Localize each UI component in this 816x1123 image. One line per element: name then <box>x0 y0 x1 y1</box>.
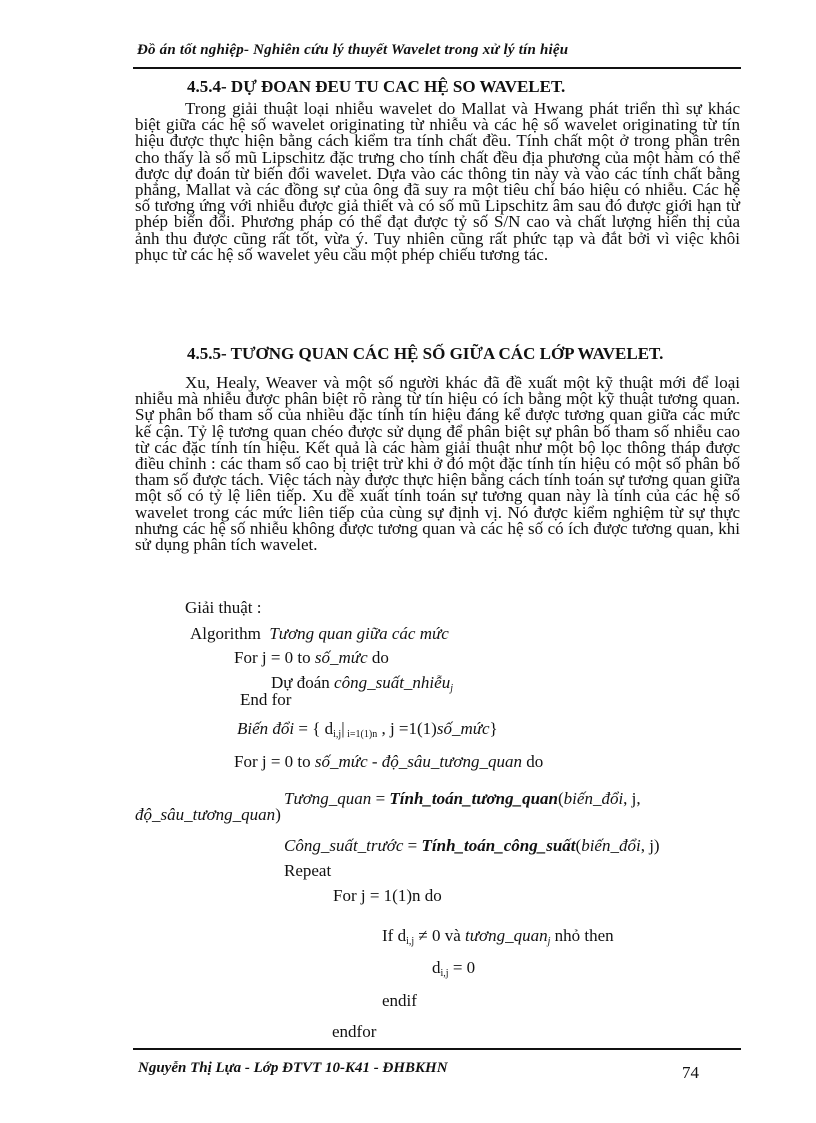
keyword: Algorithm <box>190 624 261 643</box>
text: For j = 0 to <box>234 752 315 771</box>
text: do <box>367 648 389 667</box>
subscript: i=1(1)n <box>344 729 378 740</box>
endfor-line: endfor <box>332 1022 377 1041</box>
algorithm-name: Tương quan giữa các mức <box>269 624 449 643</box>
previous-power-line <box>284 836 660 856</box>
subscript: i,j <box>406 936 415 947</box>
text: do <box>521 752 544 771</box>
transform-line <box>237 719 498 740</box>
text: If d <box>382 926 407 945</box>
var: số_mức <box>314 648 368 667</box>
text: = 0 <box>448 958 476 977</box>
text: ≠ 0 và <box>414 926 466 945</box>
text: = <box>371 789 390 808</box>
text: = { d <box>294 719 334 738</box>
paragraph: Trong giải thuật loại nhiễu wavelet do Mallat và Hwang phát triển thì sự khác biệt giữa các hệ số wavelet originating từ nhiễu và các hệ số wavelet originating từ tín hiệu được thực hiện bằng cách kiểm tra tính chất đều. Tính chất một ở trong phần trên cho thấy là số mũ Lipschitz đặc trưng cho tính chất đều địa phương của một hàm có thể được dự đoán từ biến đổi wavelet. Dựa vào các thông tin này và vào các tính chất bằng phẳng, Mallat và các đồng sự của ông đã suy ra một tiêu chí báo hiệu có nhiễu. Các hệ số tương ứng với nhiễu được giả thiết và có số mũ Lipschitz âm sau đó được giới hạn từ phép biến đổi. Phương pháp có thể đạt được tỷ số S/N cao và chất lượng hiển thị của ảnh thu được cũng rất tốt, vừa ý. Tuy nhiên cũng rất phức tạp và đắt bởi vì việc khôi phục từ các hệ số wavelet yêu cầu một phép chiếu tương tác. <box>135 99 740 264</box>
section-heading-4-5-4: 4.5.4- DỰ ĐOAN ĐEU TU CAC HỆ SO WAVELET. <box>187 77 566 96</box>
text: ( <box>558 789 564 808</box>
section-heading-4-5-5: 4.5.5- TƯƠNG QUAN CÁC HỆ SỐ GIỮA CÁC LỚP WAVELET. <box>187 344 664 363</box>
text: ( <box>575 836 582 855</box>
for-loop-line-3: For j = 1(1)n do <box>333 886 442 905</box>
text: , j =1(1) <box>377 719 437 738</box>
paragraph: Xu, Healy, Weaver và một số người khác đã đề xuất một kỹ thuật mới để loại nhiễu mà nhiễu được phân biệt rõ ràng từ tín hiệu có ích bằng một kỹ thuật tương quan. Sự phân bố tham số của nhiều đặc tính tín hiệu đáng kể được tương quan giữa các mức kế cận. Tỷ lệ tương quan chéo được sử dụng để phân biệt sự phân bố tham số nhiễu cao từ các đặc tính tín hiệu. Kết quả là các hàm giải thuật như một bộ lọc thông tháp được điều chỉnh : các tham số cao bị triệt trừ khi ở đó một đặc tính tín hiệu có một số phân bố tham số được tách. Việc tách này được thực hiện bằng cách tính toán sự tương quan giữa một số có tỷ lệ liên tiếp. Xu đề xuất tính toán sự tương quan này là tính của các hệ số wavelet trong các mức liên tiếp của cùng sự định vị. Nó được kiểm nghiệm từ sự thực nhưng các hệ số nhiễu không được tương quan và các hệ số có ích được tương quan, khi sử dụng phân tích wavelet. <box>135 373 740 555</box>
section-body-4-5-5 <box>135 375 740 553</box>
subscript: i,j <box>333 729 342 740</box>
var: công_suất_nhiễu <box>334 673 451 692</box>
endif-line: endif <box>382 991 417 1010</box>
text: = <box>403 836 422 855</box>
for-loop-line-2 <box>234 752 543 772</box>
repeat-line: Repeat <box>284 861 332 880</box>
text: | <box>341 719 345 738</box>
var: biến_đổi <box>563 789 624 808</box>
for-loop-line-1 <box>234 648 389 668</box>
footer-author: Nguyễn Thị Lựa - Lớp ĐTVT 10-K41 - ĐHBKHN <box>138 1060 448 1076</box>
text: } <box>489 719 498 738</box>
subscript: i,j <box>440 968 449 979</box>
page-header-title: Đồ án tốt nghiệp- Nghiên cứu lý thuyết Wavelet trong xử lý tín hiệu <box>137 42 569 58</box>
var: tương_quan <box>465 926 548 945</box>
function: Tính_toán_công_suất <box>421 836 576 855</box>
text: ) <box>275 805 281 824</box>
correlation-line <box>284 789 641 809</box>
var: Tương_quan <box>284 789 372 808</box>
predict-line <box>271 673 453 694</box>
function: Tính_toán_tương_quan <box>389 789 558 808</box>
header-divider <box>133 67 741 69</box>
text: , j) <box>640 836 660 855</box>
if-line <box>382 926 614 947</box>
page-number: 74 <box>682 1063 699 1082</box>
section-body-4-5-4 <box>135 101 740 263</box>
text: For j = 0 to <box>234 648 315 667</box>
subscript: j <box>450 683 453 694</box>
subscript: j <box>547 936 551 947</box>
var: số_mức <box>436 719 490 738</box>
algorithm-intro: Giải thuật : <box>185 598 262 617</box>
correlation-line-cont <box>135 805 281 825</box>
var: độ_sâu_tương_quan <box>135 805 276 824</box>
text: nhỏ then <box>550 926 614 945</box>
text: Dự đoán <box>271 673 335 692</box>
text: , j, <box>623 789 641 808</box>
var: biến_đổi <box>581 836 641 855</box>
text: d <box>432 958 441 977</box>
algorithm-title-line <box>190 624 449 644</box>
assign-line <box>432 958 475 979</box>
var: Biến đổi <box>237 719 295 738</box>
footer-divider <box>133 1048 741 1050</box>
var: Công_suất_trước <box>284 836 404 855</box>
var: số_mức - độ_sâu_tương_quan <box>314 752 522 771</box>
end-for-line: End for <box>240 690 292 709</box>
